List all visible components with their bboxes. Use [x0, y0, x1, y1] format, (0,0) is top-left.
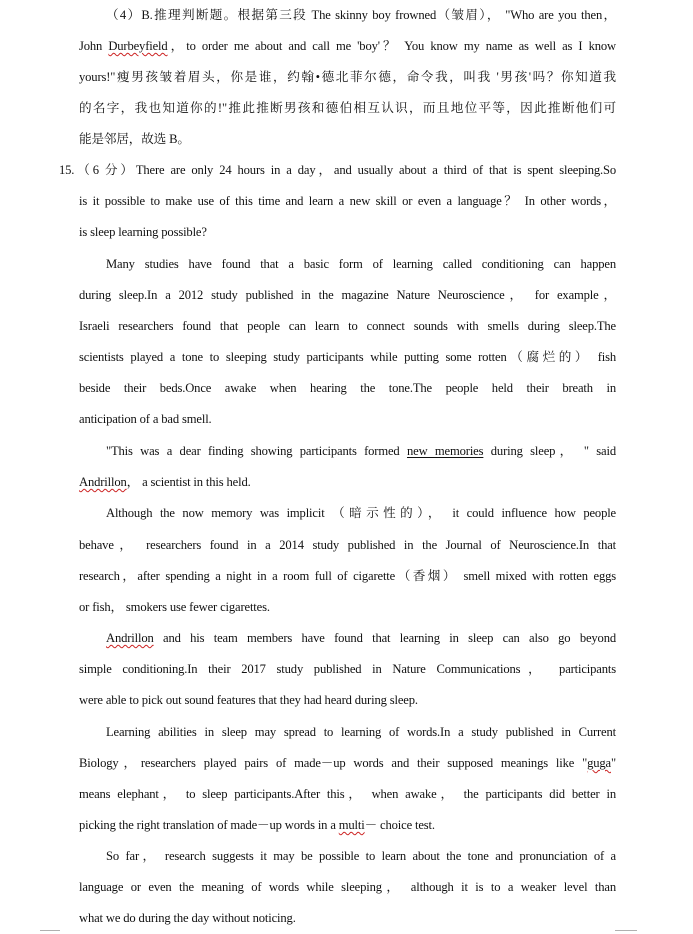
paragraph-3-line: research，after spending a night in a room full of cigarette（香烟） smell mixed with rotten eggs — [79, 569, 616, 583]
q15-line-1: 15.（6 分）There are only 24 hours in a day，and usually about a third of that is spent sleeping.So — [59, 163, 616, 177]
paragraph-1-line: scientists played a tone to sleeping study participants while putting some rotten（腐烂的） fish — [79, 350, 616, 364]
paragraph-1-line: beside their beds.Once awake when hearing the tone.The people held their breath in — [79, 381, 616, 395]
q15-line-3: is sleep learning possible? — [79, 225, 207, 239]
paragraph-3-line: behave， researchers found in a 2014 study published in the Journal of Neuroscience.In that — [79, 538, 616, 552]
paragraph-1-line: Many studies have found that a basic form of learning called conditioning can happen — [106, 257, 616, 271]
paragraph-5-line: Learning abilities in sleep may spread to learning of words.In a study published in Current — [106, 725, 616, 739]
paragraph-3-line: Although the now memory was implicit （暗示性的）， it could influence how people — [106, 506, 616, 520]
paragraph-5-line-2: Biology，researchers played pairs of made－up words and their supposed meanings like "guga" — [79, 756, 616, 770]
spellcheck-underline: Andrillon — [79, 475, 127, 489]
paragraph-1-line: Israeli researchers found that people can learn to connect sounds with smells during sleep.The — [79, 319, 616, 333]
paragraph-6-line: what we do during the day without noticing. — [79, 911, 296, 925]
paragraph-4-line: simple conditioning.In their 2017 study published in Nature Communications， participants — [79, 662, 616, 676]
q14-explanation-line-5: 能是邻居，故选 B。 — [79, 132, 190, 146]
spellcheck-underline: Durbeyfield — [108, 39, 168, 53]
q14-explanation-line-4: 的名字，我也知道你的!"推此推断男孩和德伯相互认识，而且地位平等，因此推断他们可 — [79, 101, 616, 115]
paragraph-6-line: language or even the meaning of words while sleeping， although it is to a weaker level than — [79, 880, 616, 894]
paragraph-6-line: So far， research suggests it may be possible to learn about the tone and pronunciation of a — [106, 849, 616, 863]
paragraph-5-line-4: picking the right translation of made－up words in a multi－ choice test. — [79, 818, 435, 832]
paragraph-1-line: during sleep.In a 2012 study published in the magazine Nature Neuroscience， for example， — [79, 288, 616, 302]
paragraph-1-line: anticipation of a bad smell. — [79, 412, 212, 426]
paragraph-5-line-3: means elephant， to sleep participants.After this， when awake， the participants did better in — [79, 787, 616, 801]
paragraph-3-line: or fish， smokers use fewer cigarettes. — [79, 600, 270, 614]
underlined-phrase: new memories — [406, 444, 484, 458]
paragraph-4-line-1: Andrillon and his team members have found that learning in sleep can also go beyond — [106, 631, 616, 645]
q14-explanation-line-2: John Durbeyfield，to order me about and call me 'boy'？ You know my name as well as I know — [79, 39, 616, 53]
paragraph-4-line: were able to pick out sound features that they had heard during sleep. — [79, 693, 418, 707]
spellcheck-underline: guga — [587, 756, 611, 770]
q14-explanation-line-3: yours!"瘦男孩皱着眉头，你是谁，约翰•德北菲尔德，命令我，叫我 '男孩'吗？你知道我 — [79, 70, 616, 84]
q15-line-2: is it possible to make use of this time and learn a new skill or even a language？ In other words， — [79, 194, 616, 208]
paragraph-2-line-1: "This was a dear finding showing participants formed new memories during sleep， " said — [106, 444, 616, 458]
paragraph-2-line-2: Andrillon， a scientist in this held. — [79, 475, 251, 489]
page-corner-mark-right — [615, 930, 637, 931]
page-corner-mark-left — [40, 930, 60, 931]
spellcheck-underline: Andrillon — [106, 631, 154, 645]
spellcheck-underline: multi — [338, 818, 365, 832]
q14-explanation-line-1: （4）B.推理判断题。根据第三段 The skinny boy frowned（皱眉）， "Who are you then， — [106, 8, 616, 22]
